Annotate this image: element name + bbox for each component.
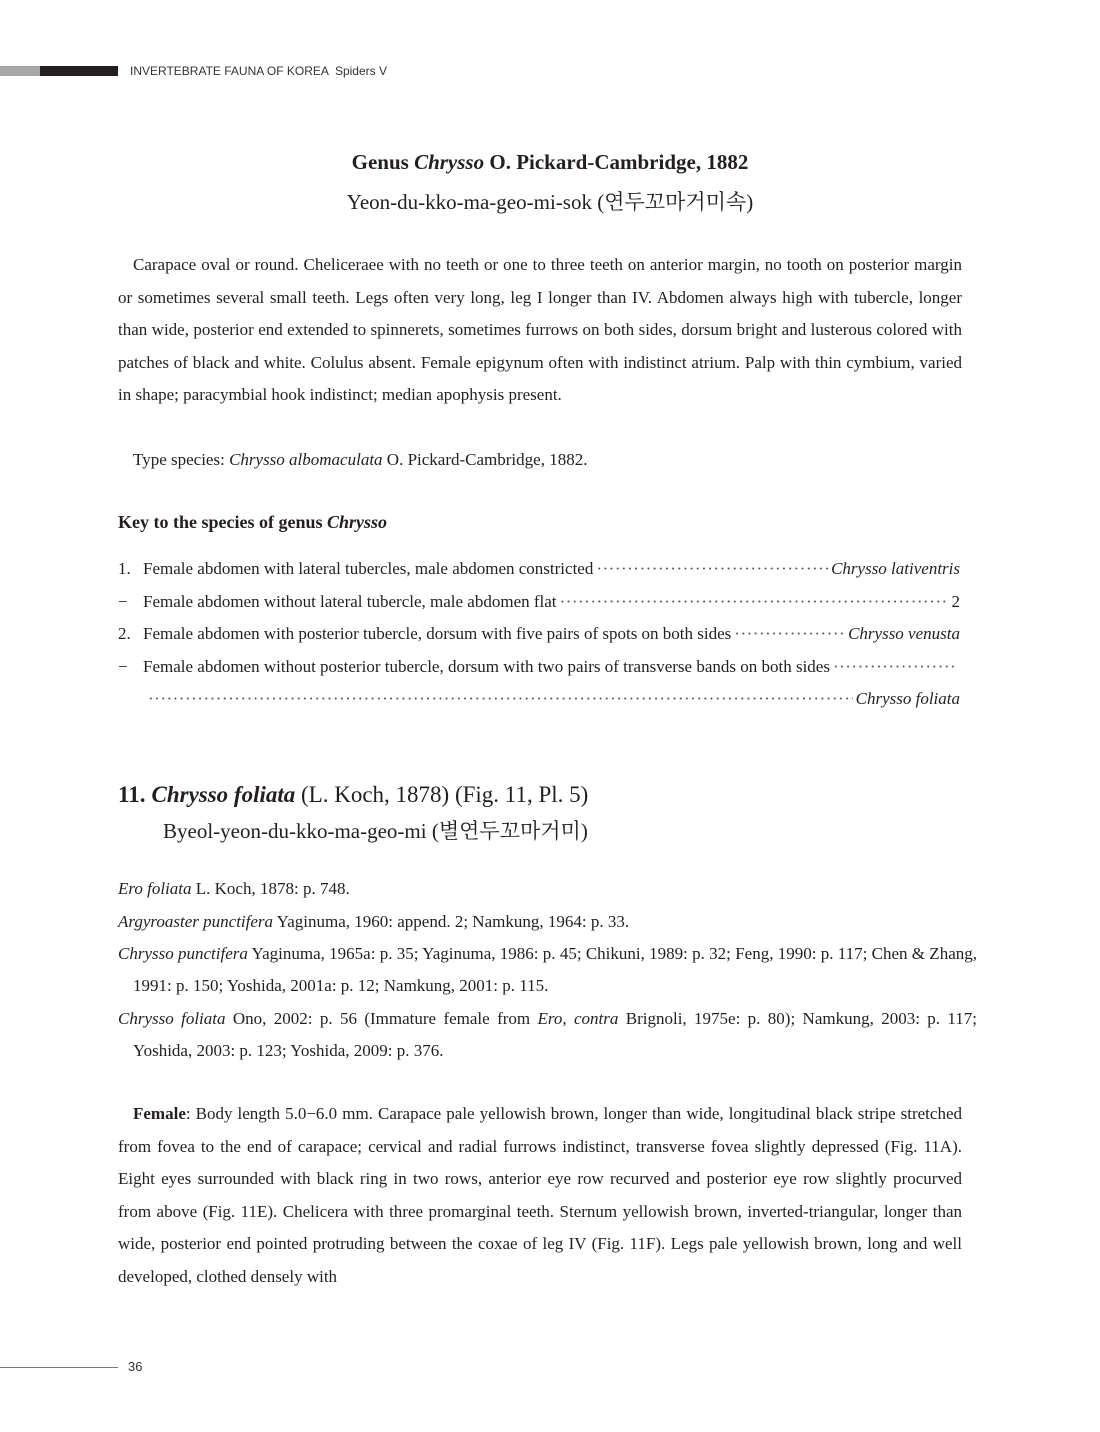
female-label: Female <box>133 1104 186 1123</box>
key-text: Female abdomen without posterior tubercle, dorsum with two pairs of transverse bands on both sides <box>143 657 830 676</box>
species-romanized: Byeol-yeon-du-kko-ma-geo-mi <box>163 819 427 843</box>
leader-dots <box>560 592 949 612</box>
genus-korean-name: Yeon-du-kko-ma-geo-mi-sok (연두꼬마거미속) <box>346 190 754 214</box>
journal-title: INVERTEBRATE FAUNA OF KOREA <box>130 64 329 78</box>
leader-dots <box>833 657 957 677</box>
key-row <box>118 624 960 648</box>
description-text: Carapace oval or round. Cheliceraee with no teeth or one to three teeth on anterior margin, no tooth on posterior margin or sometimes several small teeth. Legs often very long, leg I longer than IV. Abdomen always high with tubercle, longer than wide, posterior end extended to spinnerets, sometimes furrows on both sides, dorsum bright and lusterous colored with patches of black and white. Colulus absent. Female epigynum often with indistinct atrium. Palp with thin cymbium, varied in shape; paracymbial hook indistinct; median apophysis present. <box>118 255 962 405</box>
key-result: Chrysso foliata <box>855 689 960 708</box>
volume-title: Spiders V <box>334 64 387 78</box>
running-header <box>130 64 387 78</box>
page-number: 36 <box>128 1359 143 1374</box>
leader-dots <box>148 689 853 709</box>
female-text: : Body length 5.0−6.0 mm. Carapace pale yellowish brown, longer than wide, longitudinal black stripe stretched from fovea to the end of carapace; cervical and radial furrows indistinct, transverse fovea slightly depressed (Fig. 11A). Eight eyes surrounded with black ring in two rows, anterior eye row recurved and posterior eye row slightly procurved from above (Fig. 11E). Chelicera with three promarginal teeth. Sternum yellowish brown, inverted-triangular, longer than wide, posterior end pointed protruding between the coxae of leg IV (Fig. 11F). Legs pale yellowish brown, long and well developed, clothed densely with <box>118 1104 962 1286</box>
synonym-contra: contra <box>573 1009 619 1028</box>
key-text: Female abdomen with lateral tubercles, male abdomen constricted <box>143 559 594 578</box>
genus-author: O. Pickard-Cambridge, 1882 <box>484 150 749 174</box>
synonym-separator: , <box>562 1009 574 1028</box>
key-number: 2. <box>118 624 131 643</box>
key-number: − <box>118 592 128 611</box>
genus-hangul: 연두꼬마거미속 <box>604 190 747 214</box>
species-hangul: 별연두꼬마거미 <box>438 819 581 843</box>
genus-title <box>0 150 1100 175</box>
synonym-text: Yaginuma, 1965a: p. 35; Yaginuma, 1986: p. 45; Chikuni, 1989: p. 32; Feng, 1990: p. 117; Chen & Zhang, 1991: p. 150; Yoshida, 2001a: p. 12; Namkung, 2001: p. 115. <box>133 944 977 995</box>
genus-description <box>118 249 962 412</box>
key-row <box>118 559 960 583</box>
species-name: Chrysso foliata <box>151 782 296 807</box>
key-heading <box>118 512 387 533</box>
female-description <box>118 1098 962 1294</box>
synonym-name: Chrysso punctifera <box>118 944 248 963</box>
genus-name: Chrysso <box>414 150 485 174</box>
header-bar-dark <box>40 66 118 76</box>
species-number: 11. <box>118 782 146 807</box>
synonym-entry <box>118 938 977 1002</box>
species-author: (L. Koch, 1878) (Fig. 11, Pl. 5) <box>295 782 589 807</box>
type-species-name: Chrysso albomaculata <box>229 450 383 469</box>
leader-dots <box>596 559 828 579</box>
synonym-text: Brignoli, 1975e: p. 80); Namkung, 2003: p. 117; Yoshida, 2003: p. 123; Yoshida, 2009: p. 376. <box>133 1009 978 1060</box>
key-number: − <box>118 657 128 676</box>
key-row-continuation <box>148 689 960 713</box>
type-species-label: Type species: <box>133 450 230 469</box>
key-number: 1. <box>118 559 131 578</box>
synonym-text: Ono, 2002: p. 56 (Immature female from <box>225 1009 538 1028</box>
synonym-entry <box>118 906 977 938</box>
key-row <box>118 592 960 616</box>
synonym-text: Yaginuma, 1960: append. 2; Namkung, 1964: p. 33. <box>273 912 630 931</box>
synonym-entry <box>118 873 977 905</box>
key-heading-text: Key to the species of genus <box>118 512 327 532</box>
key-heading-genus: Chrysso <box>326 512 388 532</box>
key-row <box>118 657 960 681</box>
synonym-entry <box>118 1003 977 1067</box>
type-species <box>133 450 587 470</box>
genus-prefix: Genus <box>351 150 415 174</box>
synonym-name: Chrysso foliata <box>118 1009 226 1028</box>
type-species-author: O. Pickard-Cambridge, 1882. <box>382 450 588 469</box>
species-title <box>118 782 588 808</box>
synonym-text: L. Koch, 1878: p. 748. <box>191 879 350 898</box>
header-bar-grey <box>0 66 40 76</box>
footer-rule <box>0 1367 118 1368</box>
key-result: Chrysso lativentris <box>831 559 960 578</box>
key-text: Female abdomen with posterior tubercle, dorsum with five pairs of spots on both sides <box>143 624 732 643</box>
synonym-genus: Ero <box>537 1009 563 1028</box>
synonym-name: Ero foliata <box>118 879 192 898</box>
leader-dots <box>734 624 845 644</box>
species-korean-name: Byeol-yeon-du-kko-ma-geo-mi (별연두꼬마거미) <box>163 819 588 843</box>
key-result: Chrysso venusta <box>848 624 960 643</box>
synonym-name: Argyroaster punctifera <box>118 912 274 931</box>
genus-romanized: Yeon-du-kko-ma-geo-mi-sok <box>346 190 592 214</box>
key-text: Female abdomen without lateral tubercle, male abdomen flat <box>143 592 557 611</box>
key-result: 2 <box>951 592 960 611</box>
